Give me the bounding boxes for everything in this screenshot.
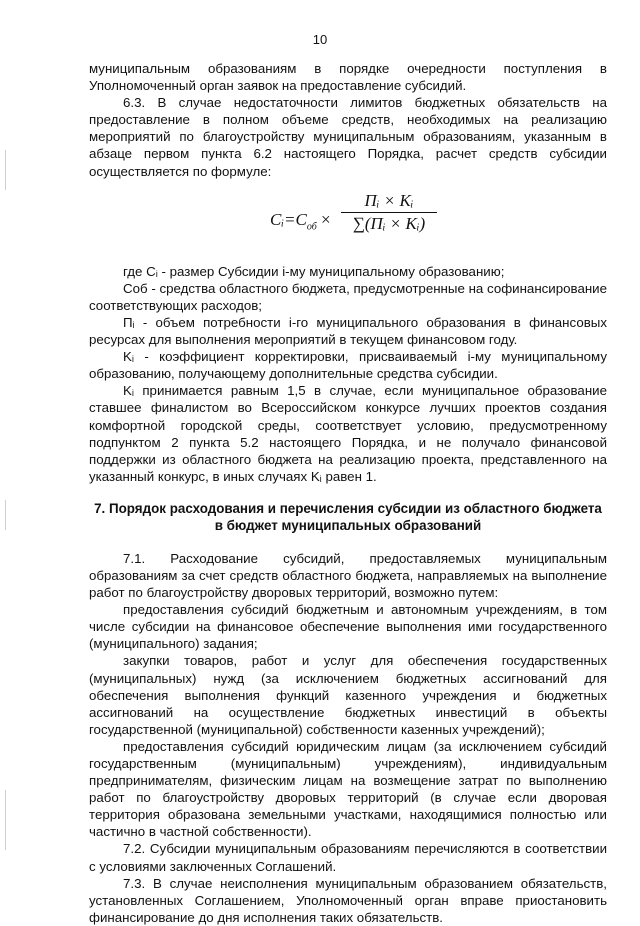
paragraph: муниципальным образованиям в порядке очередности поступления в Уполномоченный орган заявок на предоставление субсидий. <box>89 61 607 94</box>
definition-line: Kᵢ - коэффициент корректировки, присваиваемый i-му муниципальному образованию, получающему дополнительные средства субсидии. <box>89 349 607 382</box>
definition-line: Пᵢ - объем потребности i-го муниципального образования в финансовых ресурсах для выполнения мероприятий в текущем финансовом году. <box>89 314 607 348</box>
paragraph: 6.3. В случае недостаточности лимитов бюджетных обязательств на предоставление в полном объеме средств, необходимых на реализацию мероприятий по благоустройству муниципальным образованиям, указанным в абзаце первом пункта 6.2 настоящего Порядка, расчет средств субсидии осуществляется по формуле: <box>89 95 607 179</box>
document-body <box>89 60 607 926</box>
definition-line: Cоб - средства областного бюджета, предусмотренные на софинансирование соответствующих расходов; <box>89 280 607 313</box>
formula-left-side <box>270 211 331 235</box>
paragraph: 7.1. Расходование субсидий, предоставляемых муниципальным образованиям за счет средств областного бюджета, направляемых на выполнение работ по благоустройству дворовых территорий, возможно путем: <box>89 550 607 601</box>
list-item: предоставления субсидий бюджетным и автономным учреждениям, в том числе субсидии на финансовое обеспечение выполнения ими государственного (муниципального) задания; <box>89 602 607 652</box>
list-item: предоставления субсидий юридическим лицам (за исключением субсидий государственным (муниципальным) учреждениям), индивидуальным предпринимателям, физическим лицам на возмещение затрат по выполнению работ по благоустройству дворовых территорий (в случае если дворовая территория образована земельными участками, находящимися полностью или частично в частной собственности). <box>89 738 607 840</box>
section-heading: 7. Порядок расходования и перечисления субсидии из областного бюджета в бюджет муниципальных образований <box>94 500 602 533</box>
formula-fraction <box>339 192 439 232</box>
subsidy-formula <box>89 188 607 258</box>
formula-lhs: Cᵢ=C <box>270 209 307 229</box>
scan-edge-mark <box>5 150 6 190</box>
formula-denominator: ∑(Пᵢ × Kᵢ) <box>352 213 426 233</box>
scan-edge-mark <box>5 790 6 850</box>
formula-times: × <box>316 209 331 229</box>
formula-numerator: Пᵢ × Kᵢ <box>364 190 414 210</box>
paragraph: Kᵢ принимается равным 1,5 в случае, если муниципальное образование ставшее финалистом во Всероссийском конкурсе лучших проектов создания комфортной городской среды, соответствует условию, предусмотренному подпунктом 2 пункта 5.2 настоящего Порядка, и не получало финансовой поддержки из областного бюджета на реализацию проекта, представленного на указанный конкурс, в иных случаях Kᵢ равен 1. <box>89 383 607 484</box>
list-item: закупки товаров, работ и услуг для обеспечения государственных (муниципальных) нужд (за исключением бюджетных ассигнований для обеспечения выполнения функций казенного учреждения и бюджетных ассигнований на осуществление бюджетных инвестиций в объекты государственной (муниципальной) собственности казенных учреждений); <box>89 653 607 737</box>
page-number: 10 <box>312 32 328 47</box>
paragraph: 7.2. Субсидии муниципальным образованиям перечисляются в соответствии с условиями заключенных Соглашений. <box>89 841 607 874</box>
definition-line: где Cᵢ - размер Субсидии i-му муниципальному образованию; <box>123 263 505 279</box>
paragraph: 7.3. В случае неисполнения муниципальным образованием обязательств, установленных Соглашением, Уполномоченный орган вправе приостановить финансирование до дня исполнения таких обязательств. <box>89 875 607 925</box>
scan-edge-mark <box>5 500 6 530</box>
formula-lhs-subscript: об <box>306 221 317 233</box>
